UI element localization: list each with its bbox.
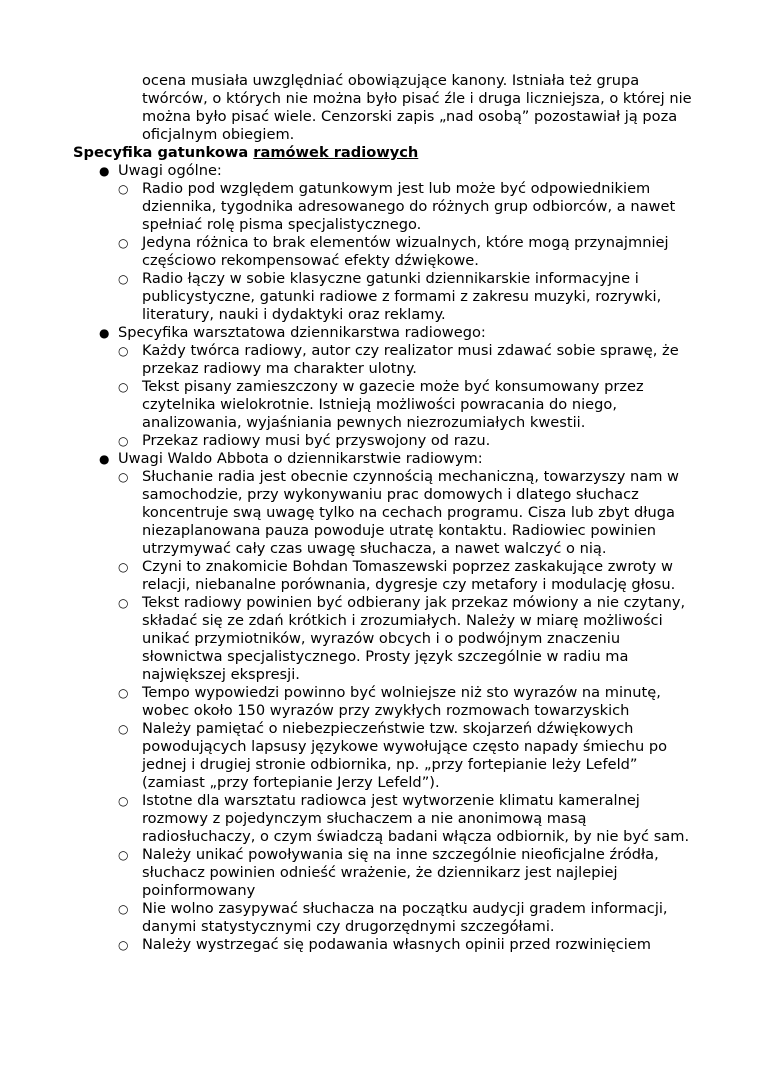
sub-bullet-icon: ○ <box>118 848 129 862</box>
section-heading <box>73 144 418 162</box>
sub-list-item <box>118 720 697 792</box>
sub-list-item <box>118 900 697 936</box>
bullet-list <box>0 162 760 954</box>
sub-bullet-icon: ○ <box>118 686 129 700</box>
sub-list-item <box>118 180 697 234</box>
sub-list-item <box>118 378 697 432</box>
sub-list-item-text: Czyni to znakomicie Bohdan Tomaszewski poprzez zaskakujące zwroty w relacji, niebanalne porównania, dygresje czy metafory i modulację głosu. <box>142 558 676 593</box>
bullet-icon: ● <box>99 326 110 340</box>
continuation-paragraph: ocena musiała uwzględniać obowiązujące kanony. Istniała też grupa twórców, o których nie można było pisać źle i druga liczniejsza, o której nie można było pisać wiele. Cenzorski zapis „nad osobą” pozostawiał ją poza oficjalnym obiegiem. <box>142 72 692 143</box>
sub-bullet-icon: ○ <box>118 344 129 358</box>
sub-bullet-icon: ○ <box>118 560 129 574</box>
sub-list-item-text: Należy wystrzegać się podawania własnych opinii przed rozwinięciem <box>142 936 651 953</box>
sub-bullet-icon: ○ <box>118 434 129 448</box>
sub-list-item <box>118 594 697 684</box>
list-item-title: Uwagi ogólne: <box>118 162 222 179</box>
sub-list-item-text: Tekst radiowy powinien być odbierany jak przekaz mówiony a nie czytany, składać się ze zdań krótkich i zrozumiałych. Należy w miarę możliwości unikać przymiotników, wyrazów obcych i o podwójnym znaczeniu słownictwa specjalistycznego. Prosty język szczególnie w radiu ma największej ekspresji. <box>142 594 686 683</box>
bullet-icon: ● <box>99 164 110 178</box>
sub-list-item-text: Jedyna różnica to brak elementów wizualnych, które mogą przynajmniej częściowo rekompensować efekty dźwiękowe. <box>142 234 669 269</box>
sub-list-item-text: Słuchanie radia jest obecnie czynnością mechaniczną, towarzyszy nam w samochodzie, przy wykonywaniu prac domowych i dlatego słuchacz koncentruje swą uwagę tylko na cechach programu. Cisza lub zbyt długa niezaplanowana pauza powoduje utratę kontaktu. Radiowiec powinien utrzymywać cały czas uwagę słuchacza, a nawet walczyć o nią. <box>142 468 679 557</box>
sub-bullet-icon: ○ <box>118 902 129 916</box>
sub-bullet-icon: ○ <box>118 470 129 484</box>
sub-list-item-text: Radio łączy w sobie klasyczne gatunki dziennikarskie informacyjne i publicystyczne, gatunki radiowe z formami z zakresu muzyki, rozrywki, literatury, nauki i dydaktyki oraz reklamy. <box>142 270 662 323</box>
sub-list-item-text: Przekaz radiowy musi być przyswojony od razu. <box>142 432 491 449</box>
sub-list-item <box>118 270 697 324</box>
sub-list-item <box>118 684 697 720</box>
sub-list-item <box>118 234 697 270</box>
sub-list-item <box>118 846 697 900</box>
sub-bullet-icon: ○ <box>118 938 129 952</box>
list-item-title: Specyfika warsztatowa dziennikarstwa radiowego: <box>118 324 486 341</box>
sub-list-item-text: Należy pamiętać o niebezpieczeństwie tzw. skojarzeń dźwiękowych powodujących lapsusy językowe wywołujące często napady śmiechu po jednej i drugiej stronie odbiornika, np. „przy fortepianie leży Lefeld” (zamiast „przy fortepianie Jerzy Lefeld”). <box>142 720 668 791</box>
sub-list-item-text: Radio pod względem gatunkowym jest lub może być odpowiednikiem dziennika, tygodnika adresowanego do różnych grup odbiorców, a nawet spełniać rolę pisma specjalistycznego. <box>142 180 676 233</box>
heading-plain: Specyfika gatunkowa <box>73 144 254 161</box>
sub-list <box>118 468 760 954</box>
sub-list-item <box>118 792 697 846</box>
sub-bullet-icon: ○ <box>118 236 129 250</box>
sub-list-item <box>118 558 697 594</box>
list-item-title: Uwagi Waldo Abbota o dziennikarstwie radiowym: <box>118 450 483 467</box>
list-item-uwagi-abbota <box>0 450 760 954</box>
heading-underlined: ramówek radiowych <box>253 144 419 161</box>
sub-list-item <box>118 936 697 954</box>
sub-list-item-text: Każdy twórca radiowy, autor czy realizator musi zdawać sobie sprawę, że przekaz radiowy ma charakter ulotny. <box>142 342 679 377</box>
sub-list-item-text: Nie wolno zasypywać słuchacza na początku audycji gradem informacji, danymi statystycznymi czy drugorzędnymi szczegółami. <box>142 900 668 935</box>
sub-bullet-icon: ○ <box>118 380 129 394</box>
list-item-specyfika-warsztatowa <box>0 324 760 450</box>
sub-list <box>118 180 760 324</box>
bullet-icon: ● <box>99 452 110 466</box>
sub-list-item-text: Istotne dla warsztatu radiowca jest wytworzenie klimatu kameralnej rozmowy z pojedynczym słuchaczem a nie anonimową masą radiosłuchaczy, o czym świadczą badani włącza odbiornik, by nie być sam. <box>142 792 690 845</box>
list-item-uwagi-ogolne <box>0 162 760 324</box>
sub-bullet-icon: ○ <box>118 182 129 196</box>
sub-bullet-icon: ○ <box>118 596 129 610</box>
sub-list-item-text: Należy unikać powoływania się na inne szczególnie nieoficjalne źródła, słuchacz powinien odnieść wrażenie, że dziennikarz jest najlepiej poinformowany <box>142 846 659 899</box>
sub-bullet-icon: ○ <box>118 272 129 286</box>
sub-list-item <box>118 432 697 450</box>
sub-bullet-icon: ○ <box>118 722 129 736</box>
sub-list-item-text: Tekst pisany zamieszczony w gazecie może być konsumowany przez czytelnika wielokrotnie. Istnieją możliwości powracania do niego, analizowania, wyjaśniania pewnych niezrozumiałych kwestii. <box>142 378 644 431</box>
sub-list-item <box>118 468 697 558</box>
sub-bullet-icon: ○ <box>118 794 129 808</box>
sub-list-item-text: Tempo wypowiedzi powinno być wolniejsze niż sto wyrazów na minutę, wobec około 150 wyrazów przy zwykłych rozmowach towarzyskich <box>142 684 661 719</box>
sub-list <box>118 342 760 450</box>
sub-list-item <box>118 342 697 378</box>
